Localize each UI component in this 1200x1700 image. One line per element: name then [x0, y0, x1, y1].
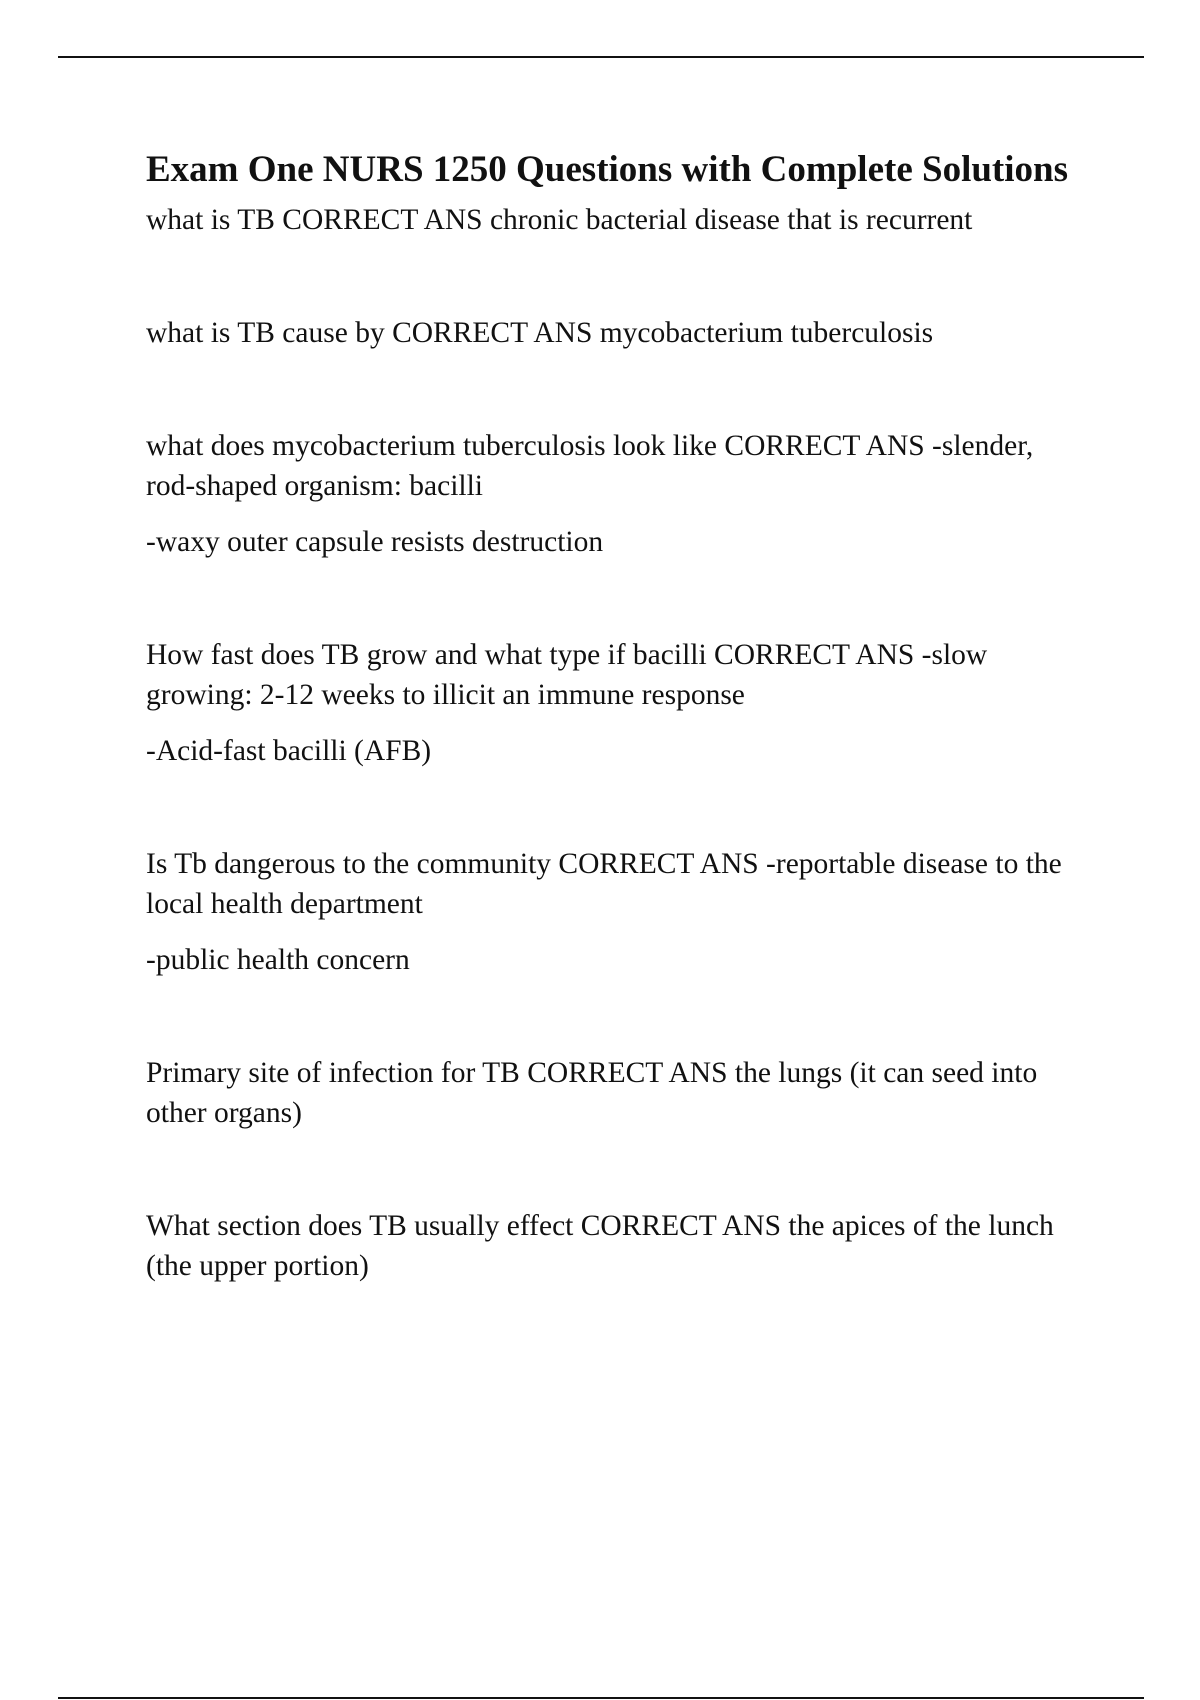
- qa-text: What section does TB usually effect CORRECT ANS the apices of the lunch (the upper portion): [146, 1210, 1054, 1282]
- page-title: Exam One NURS 1250 Questions with Complete Solutions: [146, 149, 1069, 190]
- qa-item: [146, 313, 1086, 353]
- qa-item: [146, 1206, 1086, 1286]
- qa-text: -public health concern: [146, 944, 410, 976]
- footer-rule: [58, 1697, 1144, 1699]
- document-page: [146, 145, 1086, 1286]
- qa-text: Primary site of infection for TB CORRECT ANS the lungs (it can seed into other organs): [146, 1057, 1038, 1129]
- qa-item: [146, 200, 1086, 240]
- qa-item: [146, 844, 1086, 980]
- qa-item: [146, 635, 1086, 771]
- qa-item: [146, 1053, 1086, 1133]
- header-rule: [58, 56, 1144, 58]
- qa-list: [146, 200, 1086, 1286]
- qa-text: How fast does TB grow and what type if bacilli CORRECT ANS -slow growing: 2-12 weeks to illicit an immune response: [146, 639, 988, 711]
- qa-text: Is Tb dangerous to the community CORRECT ANS -reportable disease to the local health department: [146, 848, 1062, 920]
- qa-item: [146, 426, 1086, 562]
- qa-text: what does mycobacterium tuberculosis look like CORRECT ANS -slender, rod-shaped organism: bacilli: [146, 430, 1034, 502]
- qa-text: -Acid-fast bacilli (AFB): [146, 735, 432, 767]
- qa-text: what is TB cause by CORRECT ANS mycobacterium tuberculosis: [146, 317, 934, 349]
- qa-text: -waxy outer capsule resists destruction: [146, 526, 604, 558]
- qa-text: what is TB CORRECT ANS chronic bacterial disease that is recurrent: [146, 204, 973, 236]
